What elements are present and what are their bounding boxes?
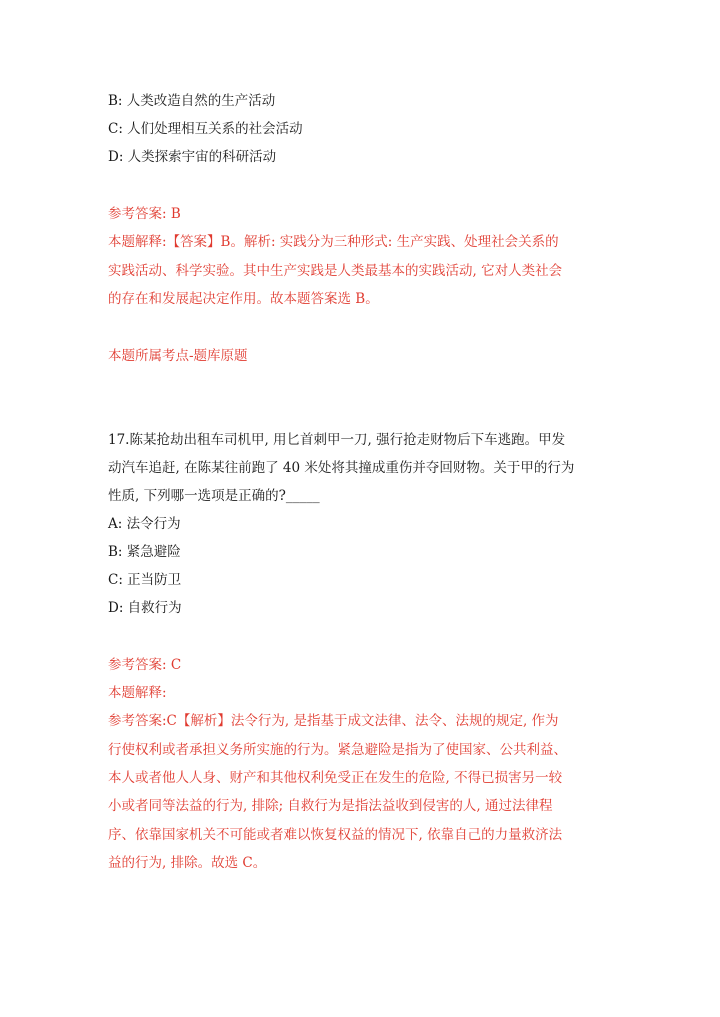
q16-option-c: C: 人们处理相互关系的社会活动 <box>108 121 303 137</box>
q16-option-d: D: 人类探索宇宙的科研活动 <box>108 149 277 165</box>
q17-explanation-line: 益的行为, 排除。故选 C。 <box>108 855 267 871</box>
q17-answer: 参考答案: C <box>108 657 182 673</box>
q16-explanation-line: 的存在和发展起决定作用。故本题答案选 B。 <box>108 291 379 307</box>
q17-explanation-label: 本题解释: <box>108 685 167 701</box>
q17-stem-line: 性质, 下列哪一选项是正确的?_____ <box>108 488 320 504</box>
q17-explanation-line: 参考答案:C【解析】法令行为, 是指基于成文法律、法令、法规的规定, 作为 <box>108 713 559 729</box>
q17-stem-line: 动汽车追赶, 在陈某往前跑了 40 米处将其撞成重伤并夺回财物。关于甲的行为 <box>108 460 575 476</box>
q17-option-c: C: 正当防卫 <box>108 572 182 588</box>
q16-source: 本题所属考点-题库原题 <box>108 348 248 364</box>
q17-stem-line: 17.陈某抢劫出租车司机甲, 用匕首刺甲一刀, 强行抢走财物后下车逃跑。甲发 <box>108 432 566 448</box>
q17-option-b: B: 紧急避险 <box>108 544 181 560</box>
q17-explanation-line: 小或者同等法益的行为, 排除; 自救行为是指法益收到侵害的人, 通过法律程 <box>108 798 553 814</box>
q17-explanation-line: 本人或者他人人身、财产和其他权利免受正在发生的危险, 不得已损害另一较 <box>108 770 563 786</box>
q17-option-d: D: 自救行为 <box>108 600 182 616</box>
q16-explanation-line: 本题解释:【答案】B。解析: 实践分为三种形式: 生产实践、处理社会关系的 <box>108 234 559 250</box>
q17-explanation-line: 行使权利或者承担义务所实施的行为。紧急避险是指为了使国家、公共利益、 <box>108 742 567 758</box>
q17-explanation-line: 序、依靠国家机关不可能或者难以恢复权益的情况下, 依靠自己的力量救济法 <box>108 827 563 843</box>
q17-option-a: A: 法令行为 <box>108 516 181 532</box>
q16-option-b: B: 人类改造自然的生产活动 <box>108 93 276 109</box>
q16-explanation-line: 实践活动、科学实验。其中生产实践是人类最基本的实践活动, 它对人类社会 <box>108 263 563 279</box>
q16-answer: 参考答案: B <box>108 206 181 222</box>
